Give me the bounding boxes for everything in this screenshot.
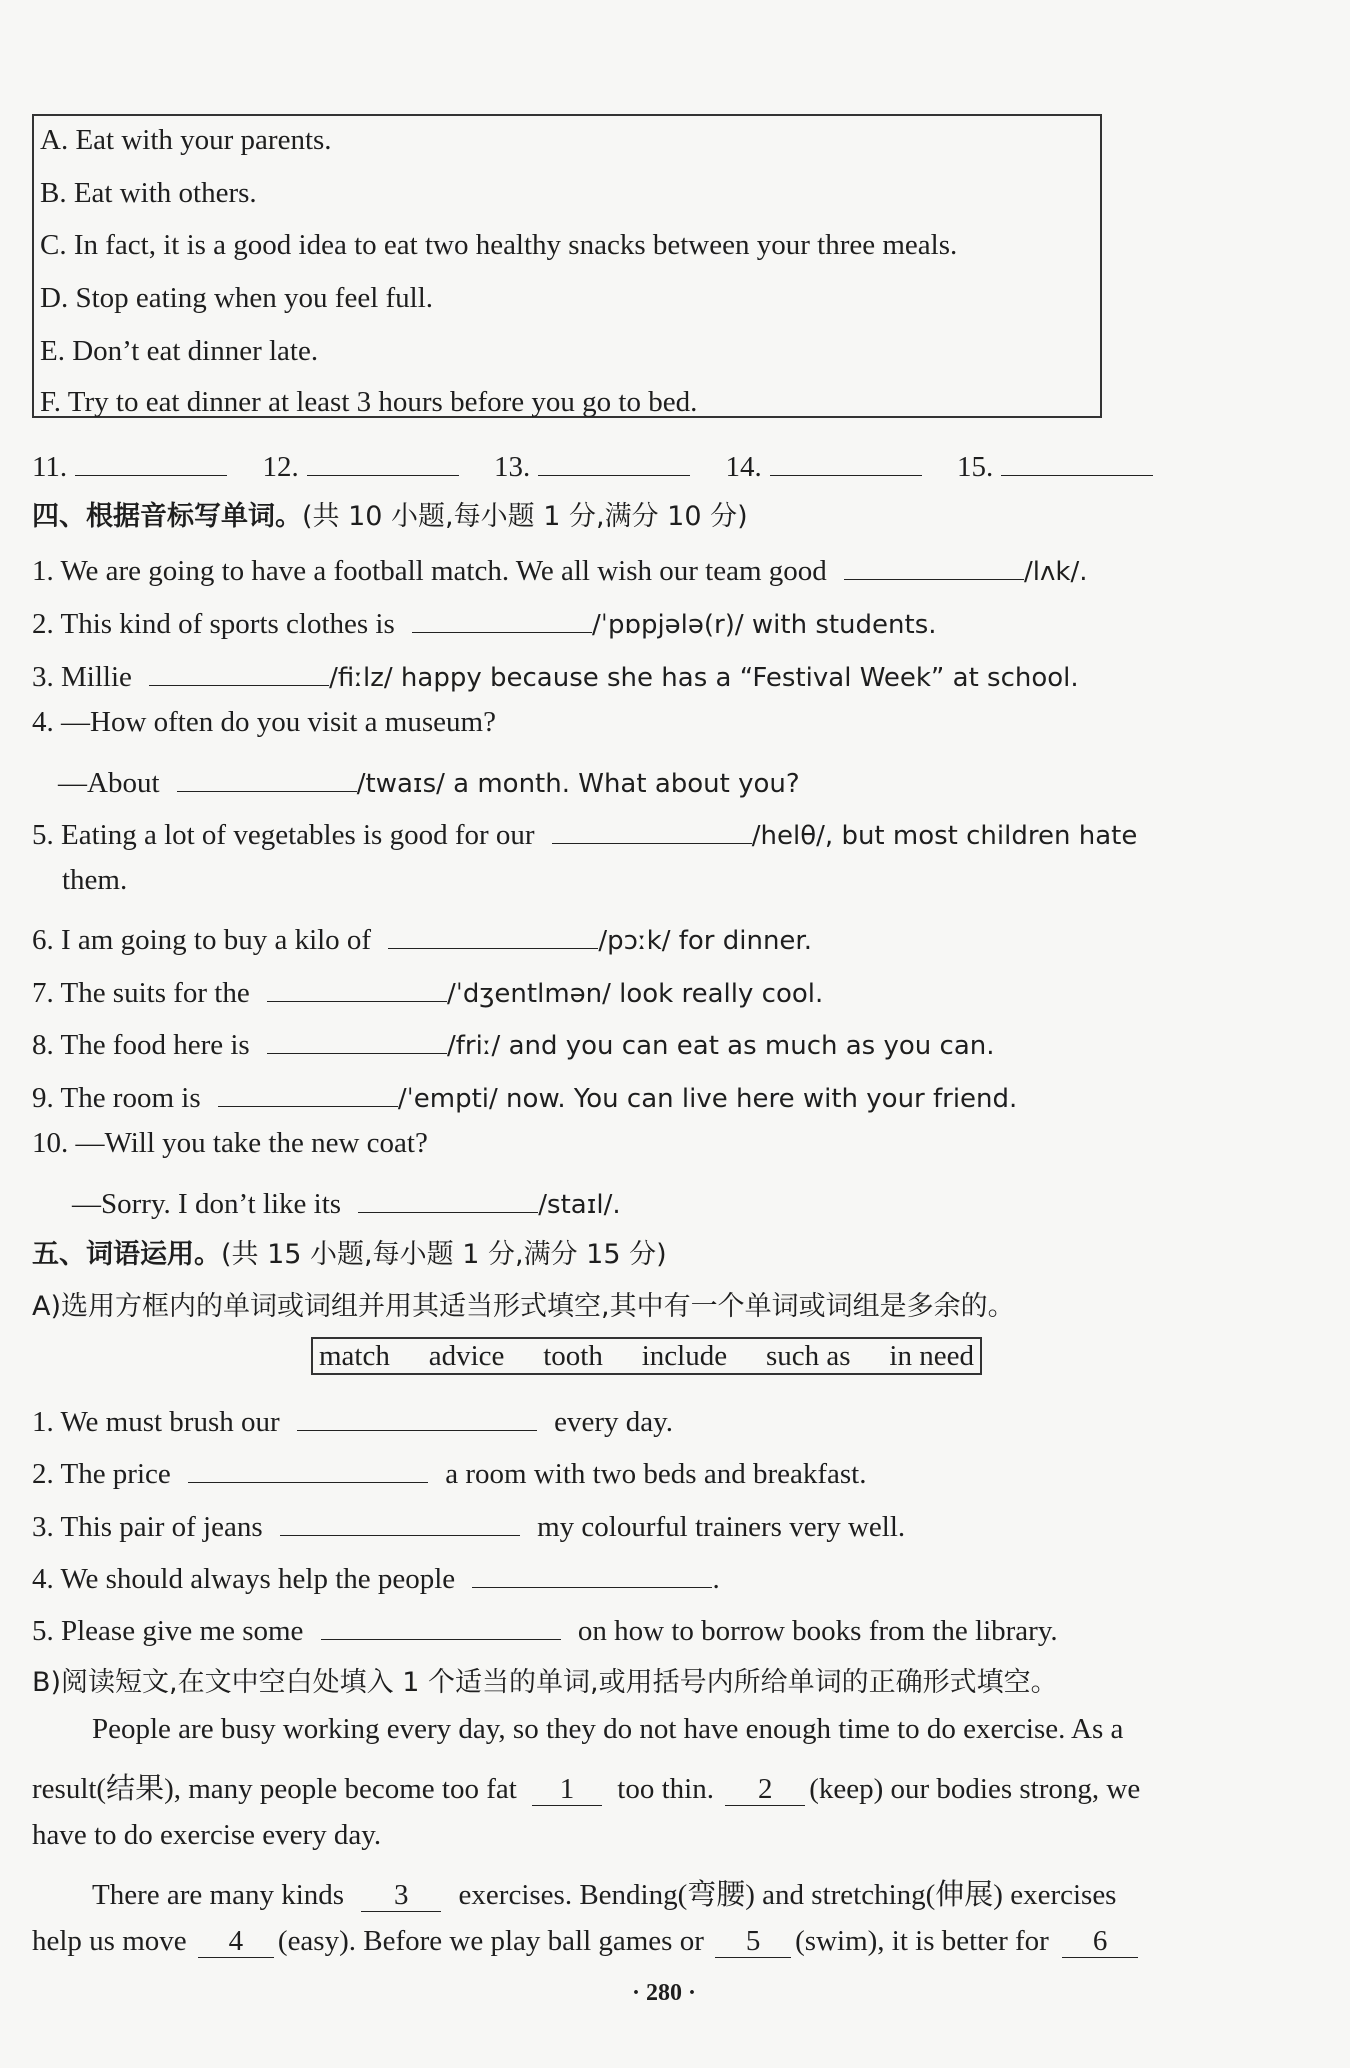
s4-q8: [32, 1021, 995, 1062]
part-b-instructions: B)阅读短文,在文中空白处填入 1 个适当的单词,或用括号内所给单词的正确形式填空。: [32, 1667, 1058, 1698]
s4-q5-blank[interactable]: [552, 811, 752, 844]
answer-blank-11[interactable]: [75, 443, 227, 476]
answer-blank-13[interactable]: [538, 443, 690, 476]
s4-q7: [32, 969, 823, 1010]
s5-a4-post: .: [712, 1562, 720, 1595]
s4-q10-ipa: /staɪl/.: [538, 1189, 621, 1220]
s5-a3-post: my colourful trainers very well.: [537, 1510, 906, 1543]
answer-blank-15[interactable]: [1001, 443, 1153, 476]
p2-line2-text-b: (easy). Before we play ball games or: [277, 1925, 704, 1957]
p2-line2-text-a: help us move: [32, 1925, 187, 1957]
s4-q2: [32, 600, 937, 641]
answer-blank-14[interactable]: [770, 443, 922, 476]
s5-a2-blank[interactable]: [188, 1450, 428, 1483]
s5-a4-text: 4. We should always help the people: [32, 1562, 456, 1595]
option-c: C. In fact, it is a good idea to eat two healthy snacks between your three meals.: [40, 229, 958, 261]
p1-line2-text-b: too thin.: [617, 1773, 714, 1805]
p2-line1-text-b: exercises. Bending(弯腰) and stretching(伸展) exercises: [458, 1879, 1117, 1911]
s4-q4-ipa: /twaɪs/ a month. What about you?: [356, 768, 800, 799]
answer-blank-12[interactable]: [307, 443, 459, 476]
s4-q1-blank[interactable]: [844, 547, 1024, 580]
section5-title: 五、词语运用。: [32, 1239, 221, 1270]
passage-p1-line2: [32, 1766, 1140, 1807]
word-such-as: such as: [765, 1339, 851, 1372]
s4-q5b: them.: [62, 864, 128, 896]
s4-q1-text: 1. We are going to have a football match. We all wish our team good: [32, 554, 827, 587]
s4-q1: [32, 547, 1087, 588]
s4-q7-ipa: /ˈdʒentlmən/ look really cool.: [447, 978, 824, 1009]
option-f: F. Try to eat dinner at least 3 hours before you go to bed.: [40, 386, 698, 418]
s5-a1-blank[interactable]: [297, 1398, 537, 1431]
word-in-need: in need: [889, 1339, 974, 1372]
s4-q4b: [58, 759, 800, 800]
options-box: [32, 114, 1102, 418]
section5-heading: [32, 1232, 667, 1271]
s4-q6-text: 6. I am going to buy a kilo of: [32, 923, 372, 956]
p1-line2-text-a: result(结果), many people become too fat: [32, 1773, 517, 1805]
option-d: D. Stop eating when you feel full.: [40, 282, 434, 314]
s4-q3-blank[interactable]: [149, 653, 329, 686]
s4-q6: [32, 916, 812, 957]
s4-q9-text: 9. The room is: [32, 1081, 201, 1114]
answer-row: [32, 443, 1153, 484]
passage-blank-1[interactable]: 1: [532, 1773, 602, 1806]
answer-label-15: 15.: [956, 450, 994, 483]
word-include: include: [641, 1339, 728, 1372]
answer-label-14: 14.: [725, 450, 762, 483]
answer-label-11: 11.: [32, 450, 68, 483]
s5-a4-blank[interactable]: [472, 1555, 712, 1588]
passage-p2-line1: [92, 1872, 1116, 1913]
s4-q6-ipa: /pɔːk/ for dinner.: [598, 925, 812, 956]
word-box: [311, 1337, 982, 1375]
section5-note: (共 15 小题,每小题 1 分,满分 15 分): [221, 1239, 667, 1270]
s4-q4-blank[interactable]: [177, 759, 357, 792]
s5-a5-blank[interactable]: [321, 1607, 561, 1640]
section4-note: (共 10 小题,每小题 1 分,满分 10 分): [302, 501, 748, 532]
s4-q9-blank[interactable]: [218, 1074, 398, 1107]
s4-q9-ipa: /ˈempti/ now. You can live here with your friend.: [397, 1083, 1018, 1114]
p1-line2-text-c: (keep) our bodies strong, we: [809, 1773, 1141, 1805]
s4-q7-text: 7. The suits for the: [32, 976, 250, 1009]
s4-q10a: 10. —Will you take the new coat?: [32, 1127, 428, 1159]
s4-q7-blank[interactable]: [267, 969, 447, 1002]
passage-blank-3[interactable]: 3: [361, 1879, 441, 1912]
s4-q2-text: 2. This kind of sports clothes is: [32, 607, 395, 640]
s4-q9: [32, 1074, 1017, 1115]
passage-p1-line3: have to do exercise every day.: [32, 1819, 382, 1851]
section4-heading: [32, 494, 748, 533]
page-number: · 280 ·: [632, 1980, 697, 2006]
s4-q5-text: 5. Eating a lot of vegetables is good for our: [32, 818, 535, 851]
s4-q6-blank[interactable]: [388, 916, 598, 949]
section4-title: 四、根据音标写单词。: [32, 501, 302, 532]
s4-q8-blank[interactable]: [267, 1021, 447, 1054]
option-a: A. Eat with your parents.: [40, 124, 332, 156]
s5-a1: [32, 1398, 673, 1439]
s5-a2-post: a room with two beds and breakfast.: [445, 1457, 867, 1490]
passage-blank-2[interactable]: 2: [725, 1773, 805, 1806]
s4-q5: [32, 811, 1137, 852]
s4-q8-text: 8. The food here is: [32, 1028, 250, 1061]
s4-q1-ipa: /lʌk/.: [1024, 556, 1088, 587]
s5-a2: [32, 1450, 866, 1491]
option-b: B. Eat with others.: [40, 177, 257, 209]
s4-q2-ipa: /ˈpɒpjələ(r)/ with students.: [592, 609, 937, 640]
s5-a5-text: 5. Please give me some: [32, 1614, 304, 1647]
passage-blank-5[interactable]: 5: [715, 1925, 791, 1958]
s4-q3-ipa: /fiːlz/ happy because she has a “Festival Week” at school.: [329, 662, 1079, 693]
passage-blank-6[interactable]: 6: [1062, 1925, 1138, 1958]
s5-a5: [32, 1607, 1058, 1648]
passage-p1-line1: People are busy working every day, so they do not have enough time to do exercise. As a: [92, 1713, 1124, 1745]
word-tooth: tooth: [543, 1339, 603, 1372]
answer-label-13: 13.: [493, 450, 531, 483]
s5-a1-text: 1. We must brush our: [32, 1405, 280, 1438]
s5-a5-post: on how to borrow books from the library.: [577, 1614, 1058, 1647]
s4-q4a: 4. —How often do you visit a museum?: [32, 706, 496, 738]
s4-q3: [32, 653, 1079, 694]
passage-blank-4[interactable]: 4: [198, 1925, 274, 1958]
p2-line1-text-a: There are many kinds: [92, 1879, 345, 1911]
part-a-instructions: A)选用方框内的单词或词组并用其适当形式填空,其中有一个单词或词组是多余的。: [32, 1291, 1015, 1322]
s4-q2-blank[interactable]: [412, 600, 592, 633]
p2-line2-text-c: (swim), it is better for: [795, 1925, 1049, 1957]
s4-q10-blank[interactable]: [358, 1180, 538, 1213]
answer-label-12: 12.: [262, 450, 299, 483]
s4-q4-text: —About: [58, 766, 160, 799]
s4-q3-text: 3. Millie: [32, 660, 132, 693]
s5-a3-text: 3. This pair of jeans: [32, 1510, 263, 1543]
passage-p2-line2: [32, 1925, 1138, 1958]
word-match: match: [319, 1339, 390, 1372]
s4-q8-ipa: /friː/ and you can eat as much as you can.: [446, 1030, 995, 1061]
s4-q5-ipa: /helθ/, but most children hate: [751, 820, 1138, 851]
s5-a3-blank[interactable]: [280, 1503, 520, 1536]
s5-a2-text: 2. The price: [32, 1457, 171, 1490]
s5-a1-post: every day.: [554, 1405, 674, 1438]
word-advice: advice: [428, 1339, 505, 1372]
s4-q10b: [72, 1180, 621, 1221]
s5-a3: [32, 1503, 905, 1544]
s4-q10-text: —Sorry. I don’t like its: [72, 1187, 342, 1220]
s5-a4: [32, 1555, 720, 1596]
option-e: E. Don’t eat dinner late.: [40, 335, 319, 367]
